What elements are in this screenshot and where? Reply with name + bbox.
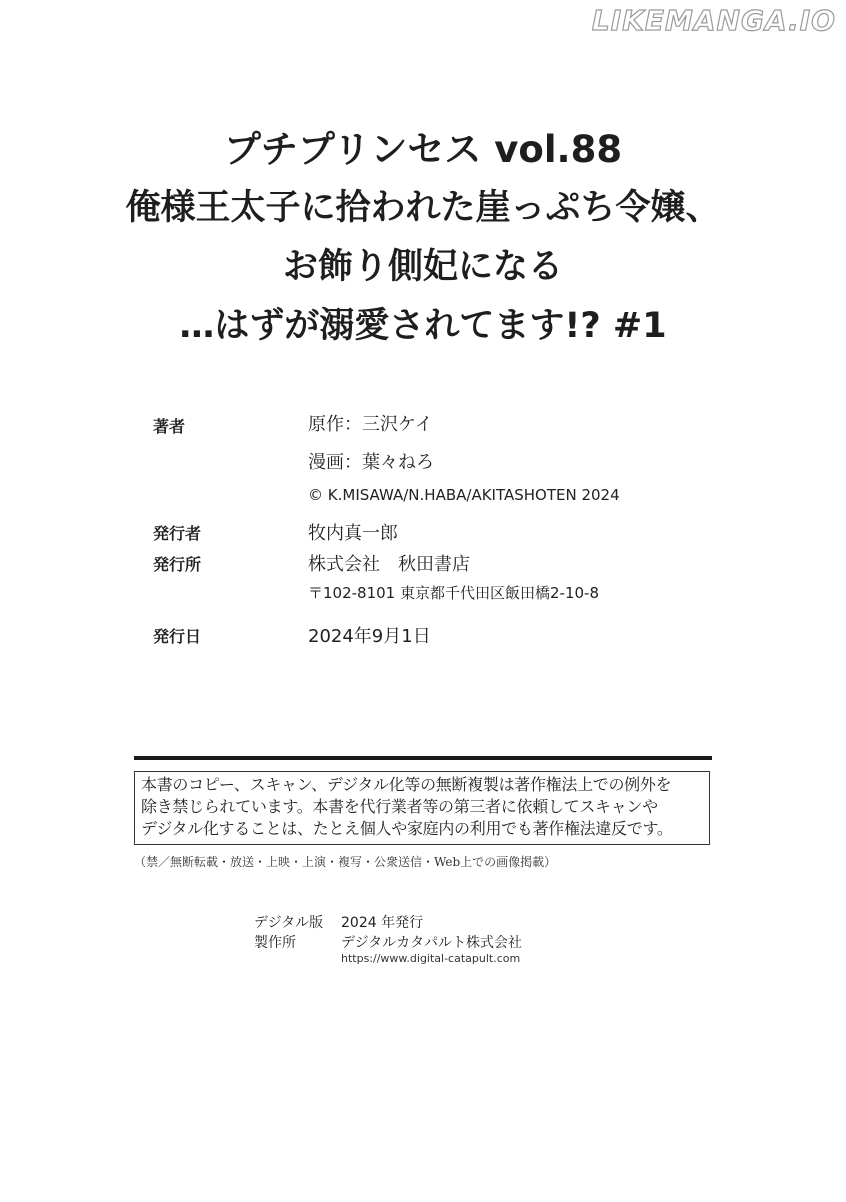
original-work-credit: 原作：三沢ケイ: [308, 414, 433, 435]
publisher-person-label: 発行者: [153, 524, 202, 543]
publish-date: 2024年9月1日: [308, 626, 431, 647]
credit-row-date: [0, 618, 846, 652]
credit-row-copyright: [0, 482, 846, 516]
producer-label: 製作所: [254, 935, 296, 951]
publisher-address: 〒102-8101 東京都千代田区飯田橋2-10-8: [308, 584, 599, 602]
divider-rule: [134, 756, 712, 760]
publisher-label: 発行所: [153, 555, 202, 574]
title-line-3: お飾り側妃になる: [282, 247, 563, 287]
producer-name: デジタルカタパルト株式会社: [341, 935, 523, 951]
credit-row-publisher-person: [0, 515, 846, 549]
manga-credit: 漫画：葉々ねろ: [308, 452, 434, 473]
book-title: [0, 120, 846, 356]
credit-row-manga: [0, 444, 846, 478]
credit-row-publisher: [0, 546, 846, 580]
prohibited-uses: （禁／無断転載・放送・上映・上演・複写・公衆送信・Web上での画像掲載）: [134, 855, 557, 869]
notice-line-1: 本書のコピー、スキャン、デジタル化等の無断複製は著作権法上での例外を: [141, 775, 672, 794]
credit-row-address: [0, 578, 846, 612]
digital-edition-label: デジタル版: [254, 915, 324, 931]
publisher-person: 牧内真一郎: [308, 523, 398, 544]
producer-url: https://www.digital-catapult.com: [341, 952, 521, 965]
copyright-warning-box: [134, 771, 710, 845]
copyright-notice: © K.MISAWA/N.HABA/AKITASHOTEN 2024: [308, 486, 620, 504]
site-watermark: LIKEMANGA.IO: [591, 4, 836, 37]
date-label: 発行日: [153, 627, 202, 646]
notice-line-2: 除き禁じられています。本書を代行業者等の第三者に依頼してスキャンや: [141, 797, 658, 816]
credit-row-original: [0, 406, 846, 440]
title-line-magazine: プチプリンセス vol.88: [223, 128, 623, 171]
title-line-2: 俺様王太子に拾われた崖っぷち令嬢、: [125, 188, 721, 228]
digital-edition-year: 2024 年発行: [341, 915, 424, 931]
author-label: 著者: [153, 417, 186, 436]
publisher-name: 株式会社 秋田書店: [308, 554, 470, 575]
notice-line-3: デジタル化することは、たとえ個人や家庭内の利用でも著作権法違反です。: [141, 819, 673, 838]
title-line-4: …はずが溺愛されてます!? #1: [179, 306, 667, 346]
